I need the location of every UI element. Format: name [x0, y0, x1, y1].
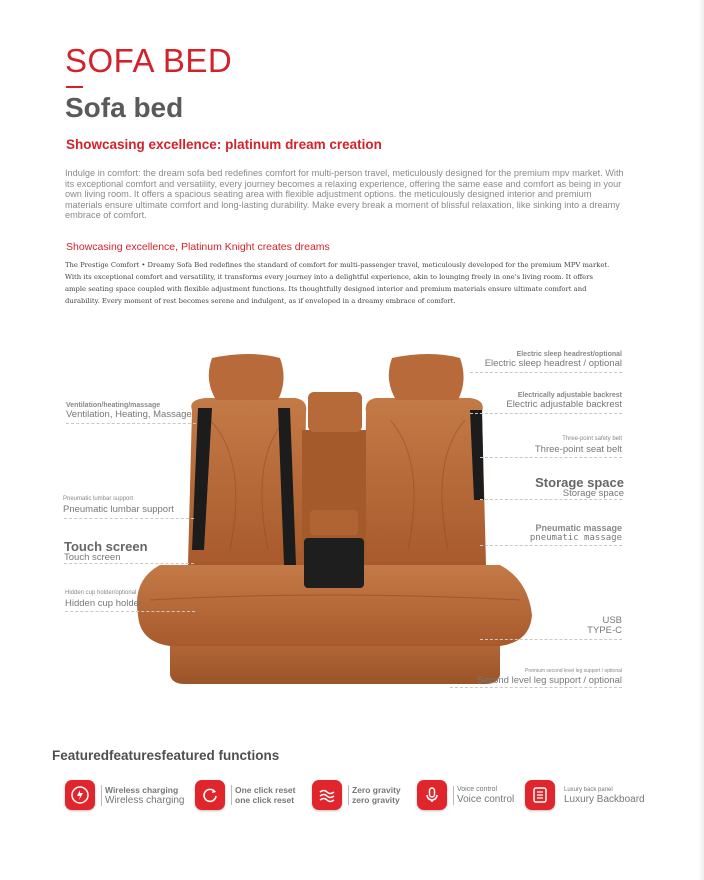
callout-headrest: Electric sleep headrest/optional Electric sleep headrest / optional	[484, 351, 622, 369]
section-heading-1: Showcasing excellence: platinum dream creation	[66, 137, 382, 152]
callout-lumbar: Pneumatic lumbar support Pneumatic lumbar support	[63, 496, 174, 515]
luxury-backboard-icon	[525, 780, 555, 810]
page-subtitle: Sofa bed	[65, 92, 184, 123]
leader-line	[470, 413, 622, 414]
page-edge-shadow	[698, 0, 704, 880]
page-title: SOFA BED	[65, 42, 233, 79]
leader-line	[480, 639, 622, 640]
one-click-reset-icon	[195, 780, 225, 810]
callout-storage: Storage space Storage space	[535, 475, 624, 499]
leader-line	[450, 687, 622, 688]
leader-line	[64, 563, 194, 564]
title-underline	[66, 86, 83, 88]
callout-seat-belt: Three-point safety belt Three-point seat belt	[534, 436, 622, 455]
feature-luxury-backboard: Luxury back panel Luxury Backboard	[525, 779, 645, 811]
feature-zero-gravity: Zero gravity zero gravity	[312, 779, 401, 811]
features-title: Featuredfeaturesfeatured functions	[52, 748, 280, 763]
leader-line	[480, 457, 622, 458]
intro-paragraph-1: Indulge in comfort: the dream sofa bed redefines comfort for multi-person travel, meticulously designed for the premium mpv market. With its exceptional comfort and versatility, every journey becomes a relaxing experience, offering the same ease and comfort as being in your own living room. It offers a spacious seating area with flexible adjustment options. the meticulously designed interior and premium materials ensure ultimate comfort and long-lasting durability. Make every break a moment of blissful relaxation, like sinking into a dreamy embrace of comfort.	[65, 168, 624, 220]
leader-line	[64, 518, 194, 519]
feature-voice-control: Voice control Voice control	[417, 779, 514, 811]
callout-cup-holder: Hidden cup holder/optional Hidden cup holder	[65, 590, 143, 609]
section-heading-2: Showcasing excellence, Platinum Knight creates dreams	[66, 241, 330, 253]
zero-gravity-icon	[312, 780, 342, 810]
leader-line	[65, 611, 195, 612]
sofa-bed-image	[130, 350, 540, 690]
leader-line	[480, 545, 622, 546]
feature-wireless-charging: Wireless charging Wireless charging	[65, 779, 184, 811]
callout-leg-support: Premium second level leg support / optional Second level leg support / optional	[476, 668, 622, 686]
feature-one-click-reset: One click reset one click reset	[195, 779, 295, 811]
callout-usb: USB TYPE-C	[587, 615, 622, 636]
callout-backrest: Electrically adjustable backrest Electric adjustable backrest	[506, 392, 622, 410]
leader-line	[66, 423, 196, 424]
wireless-charging-icon	[65, 780, 95, 810]
voice-control-icon	[417, 780, 447, 810]
callout-massage: Pneumatic massage pneumatic massage	[529, 523, 622, 543]
callout-ventilation: Ventilation/heating/massage Ventilation, Heating, Massage	[66, 402, 192, 420]
leader-line	[470, 372, 622, 373]
leader-line	[480, 499, 622, 500]
intro-paragraph-2: The Prestige Comfort • Dreamy Sofa Bed redefines the standard of comfort for multi-passenger travel, meticulously developed for the premium MPV market. With its exceptional comfort and versatility, it transforms every journey into a delightful experience, akin to lounging freely in one's living room. It offers ample seating space coupled with flexible adjustment functions. Its thoughtfully designed interior and premium materials ensure ultimate comfort and durability. Every moment of rest becomes serene and indulgent, as if enveloped in a dreamy embrace of comfort.	[65, 261, 610, 305]
callout-touch-screen: Touch screen Touch screen	[64, 539, 148, 563]
